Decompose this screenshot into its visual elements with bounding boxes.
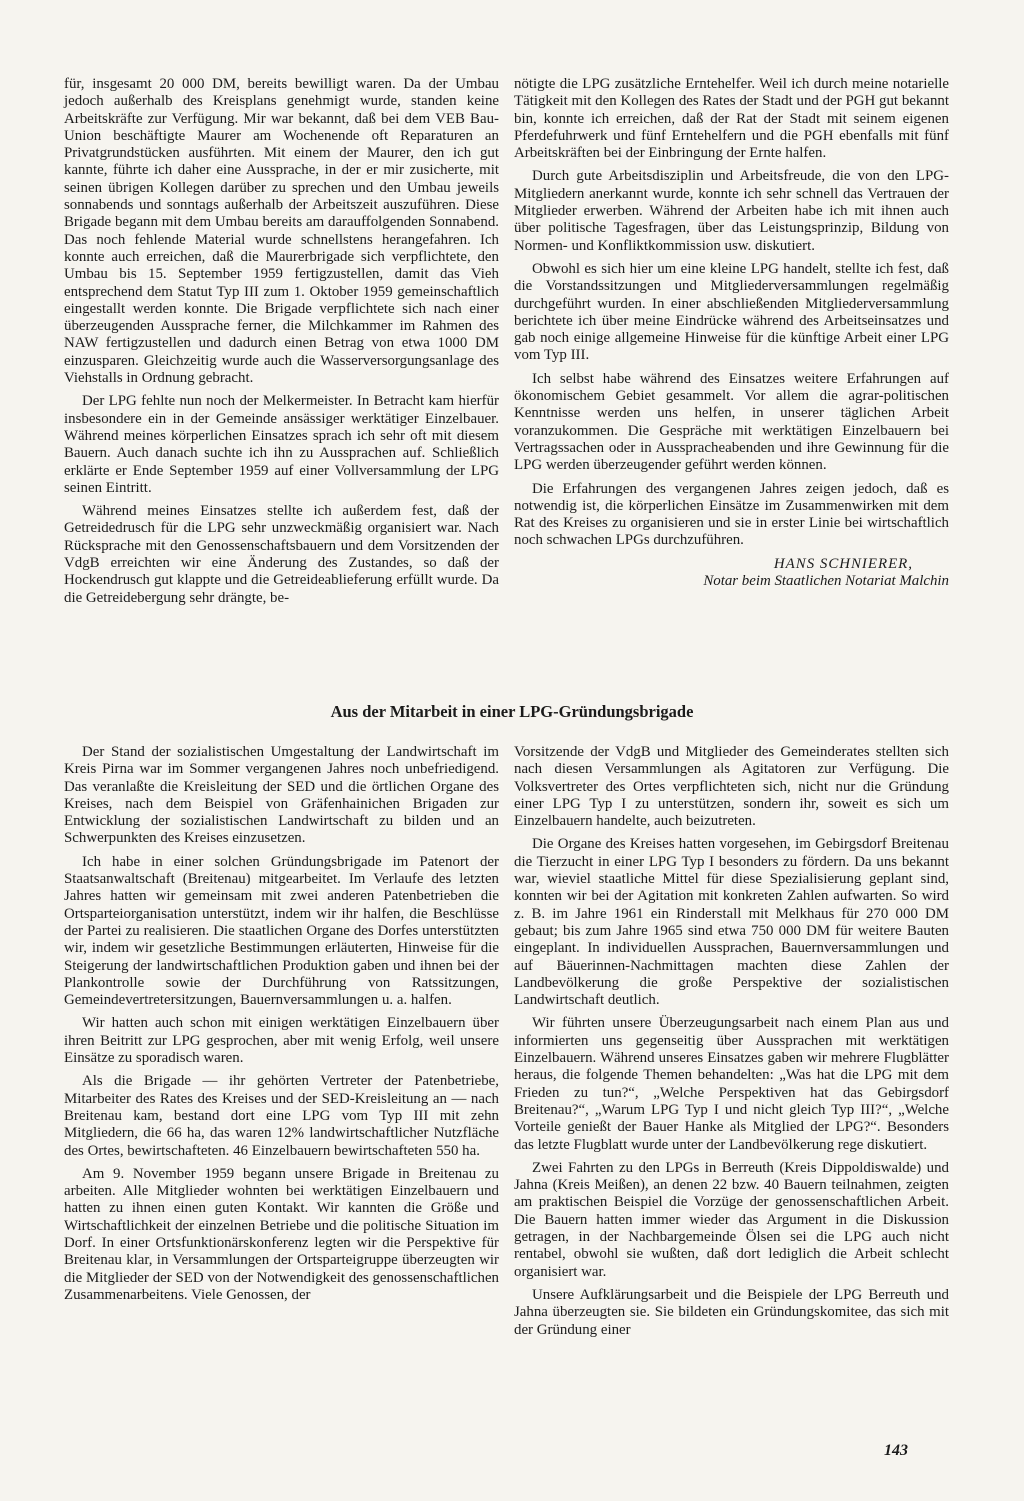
paragraph: Wir hatten auch schon mit einigen werktätigen Einzelbauern über ihren Beitritt zur LPG gesprochen, aber mit wenig Erfolg, weil unsere Einsätze zu sporadisch waren. bbox=[64, 1015, 499, 1067]
paragraph: Die Organe des Kreises hatten vorgesehen, im Gebirgsdorf Breitenau die Tierzucht in einer LPG Typ I besonders zu fördern. Da uns bekannt war, wieviel staatliche Mittel für diese Spezialisierung geplant sind, konnten wir bei der Agitation mit konkreten Zahlen aufwarten. So wird z. B. im Jahre 1961 ein Rinderstall mit Melkhaus für 270 000 DM gebaut; bis zum Jahre 1965 sind etwa 750 000 DM für weitere Bauten eingeplant. In individuellen Aussprachen, Bauernversammlungen und auf Bäuerinnen-Nachmittagen machten diese Zahlen der Landbevölkerung die große Perspektive der sozialistischen Landwirtschaft deutlich. bbox=[514, 836, 949, 1009]
article1-right-column bbox=[514, 76, 949, 590]
article2-headline: Aus der Mitarbeit in einer LPG-Gründungsbrigade bbox=[330, 702, 694, 721]
paragraph: Der LPG fehlte nun noch der Melkermeister. In Betracht kam hierfür insbesondere ein in der Gemeinde ansässiger werktätiger Einzelbauer. Während meines körperlichen Einsatzes sprach ich sehr oft mit diesem Bauern. Auch danach suchte ich ihn zu Aussprachen auf. Schließlich erklärte er Ende September 1959 auf einer Vollversammlung der LPG seinen Eintritt. bbox=[64, 393, 499, 496]
paragraph: Vorsitzende der VdgB und Mitglieder des Gemeinderates stellten sich nach diesen Versammlungen als Agitatoren zur Verfügung. Die Volksvertreter des Ortes verpflichteten sich, nicht nur die Gründung einer LPG Typ I zu unterstützen, sondern ihr, soweit es sich um Einzelbauern handelte, auch beizutreten. bbox=[514, 744, 949, 830]
paragraph: Ich selbst habe während des Einsatzes weitere Erfahrungen auf ökonomischem Gebiet gesammelt. Vor allem die agrar-politischen Kenntnisse werden uns helfen, in unserer täglichen Arbeit voranzukommen. Die Gespräche mit werktätigen Einzelbauern bei Vertragssachen oder in Ausspracheabenden und ihre Gewinnung für die LPG werden überzeugender geführt werden können. bbox=[514, 370, 949, 474]
signature-name: HANS SCHNIERER, bbox=[773, 555, 913, 572]
paragraph: Die Erfahrungen des vergangenen Jahres zeigen jedoch, daß es notwendig ist, die körperlichen Einsätze im Zusammenwirken mit dem Rat des Kreises zu organisieren und sie in erster Linie bei wirtschaftlich noch schwachen LPGs durchzuführen. bbox=[514, 480, 949, 549]
paragraph: Obwohl es sich hier um eine kleine LPG handelt, stellte ich fest, daß die Vorstandssitzungen und Mitgliederversammlungen regelmäßig durchgeführt wurden. In einer abschließenden Mitgliederversammlung berichtete ich über meine Eindrücke während des Arbeitseinsatzes und gab noch einige allgemeine Hinweise für die künftige Arbeit einer LPG vom Typ III. bbox=[514, 260, 949, 364]
paragraph: Ich habe in einer solchen Gründungsbrigade im Patenort der Staatsanwaltschaft (Breitenau) mitgearbeitet. Im Verlaufe des letzten Jahres hatten wir gemeinsam mit zwei anderen Patenbetrieben die Ortsparteiorganisation unterstützt, indem wir ihr halfen, die Beschlüsse der Partei zu realisieren. Die staatlichen Organe des Dorfes unterstützten wir, indem wir gesetzliche Bestimmungen erläuterten, Hinweise für die Steigerung der landwirtschaftlichen Produktion gaben und ihnen bei der Plankontrolle sowie der Durchführung von Ratssitzungen, Gemeindevertretersitzungen, Bauernversammlungen u. a. halfen. bbox=[64, 853, 499, 1009]
paragraph: Am 9. November 1959 begann unsere Brigade in Breitenau zu arbeiten. Alle Mitglieder wohnten bei werktätigen Einzelbauern und hatten zu ihnen einen guten Kontakt. Wir kannten die Größe und Wirtschaftlichkeit der einzelnen Betriebe und die politische Situation im Dorf. In einer Ortsfunktionärskonferenz legten wir die Perspektive für Breitenau klar, in Versammlungen der Ortsparteigruppe überzeugten wir die Mitglieder der SED von der Notwendigkeit des genossenschaftlichen Zusammenarbeitens. Viele Genossen, der bbox=[64, 1165, 499, 1303]
paragraph: nötigte die LPG zusätzliche Erntehelfer. Weil ich durch meine notarielle Tätigkeit mit den Kollegen des Rates der Stadt und der PGH gut bekannt bin, konnte ich erreichen, daß der Rat der Stadt mit seinem eigenen Pferdefuhrwerk und fünf Erntehelfern und die PGH ebenfalls mit fünf Arbeitskräften bei der Einbringung der Ernte halfen. bbox=[514, 76, 949, 162]
paragraph: Der Stand der sozialistischen Umgestaltung der Landwirtschaft im Kreis Pirna war im Sommer vergangenen Jahres noch unbefriedigend. Das veranlaßte die Kreisleitung der SED und die örtlichen Organe des Kreises, nach dem Beispiel von Gräfenhainichen Brigaden zur Entwicklung der sozialistischen Landwirtschaft zu bilden und an Schwerpunkten des Kreises einzusetzen. bbox=[64, 744, 499, 847]
paragraph: Wir führten unsere Überzeugungsarbeit nach einem Plan aus und informierten uns gegenseitig über Aussprachen mit werktätigen Einzelbauern. Während unseres Einsatzes gaben wir mehrere Flugblätter heraus, die folgende Themen behandelten: „Was hat die LPG mit dem Frieden zu tun?“, „Welche Perspektiven hat das Gebirgsdorf Breitenau?“, „Warum LPG Typ I und nicht gleich Typ III?“, „Welche Vorteile genießt der Bauer Hanke als Mitglied der LPG?“. Besonders das letzte Flugblatt wurde unter der Landbevölkerung rege diskutiert. bbox=[514, 1015, 949, 1153]
paragraph: für, insgesamt 20 000 DM, bereits bewilligt waren. Da der Umbau jedoch außerhalb des Kreisplans genehmigt wurde, standen keine Arbeitskräfte zur Verfügung. Mir war bekannt, daß bei dem VEB Bau-Union beschäftigte Maurer am Wochenende oft Reparaturen an Privatgrundstücken ausführten. Mit einem der Maurer, den ich gut kannte, führte ich daher eine Aussprache, in der er mir zusicherte, mit seinen übrigen Kollegen darüber zu sprechen und den Umbau jeweils sonnabends und sonntags außerhalb der Arbeitszeit auszuführen. Diese Brigade begann mit dem Umbau bereits am darauffolgenden Sonnabend. Das noch fehlende Material wurde schnellstens herangefahren. Ich konnte auch erreichen, daß die Maurerbrigade sich verpflichtete, den Umbau bis 15. September 1959 fertigzustellen, damit das Vieh entsprechend dem Statut Typ III zum 1. Oktober 1959 gemeinschaftlich eingestallt werden konnte. Die Brigade verpflichtete sich nach einer überzeugenden Aussprache ferner, die Milchkammer im Rahmen des NAW fertigzustellen und dadurch einen Betrag von etwa 1000 DM einzusparen. Gleichzeitig wurde auch die Wasserversorgungsanlage des Viehstalls in Ordnung gebracht. bbox=[64, 76, 499, 387]
paragraph: Unsere Aufklärungsarbeit und die Beispiele der LPG Berreuth und Jahna überzeugten sie. Sie bildeten ein Gründungskomitee, das sich mit der Gründung einer bbox=[514, 1286, 949, 1338]
article2-left-column bbox=[64, 744, 499, 1310]
page-number: 143 bbox=[884, 1442, 908, 1459]
article2-right-column bbox=[514, 744, 949, 1345]
paragraph: Als die Brigade — ihr gehörten Vertreter der Patenbetriebe, Mitarbeiter des Rates des Kreises und der SED-Kreisleitung an — nach Breitenau kam, bestand dort eine LPG vom Typ III mit zehn Mitgliedern, die 66 ha, das waren 12% landwirtschaftlicher Nutzfläche des Ortes, bewirtschafteten. 46 Einzelbauern bewirtschafteten 550 ha. bbox=[64, 1073, 499, 1159]
paragraph: Während meines Einsatzes stellte ich außerdem fest, daß der Getreidedrusch für die LPG sehr unzweckmäßig organisiert war. Nach Rücksprache mit den Genossenschaftsbauern und dem Vorsitzenden der VdgB erreichten wir eine Änderung des Zustandes, so daß der Hockendrusch gut klappte und die Getreideablieferung erfüllt wurde. Da die Getreidebergung sehr drängte, be- bbox=[64, 503, 499, 606]
paragraph: Durch gute Arbeitsdisziplin und Arbeitsfreude, die von den LPG-Mitgliedern anerkannt wurde, konnte ich sehr schnell das Vertrauen der Mitglieder erwerben. Während der Arbeiten habe ich mit ihnen auch über politische Tagesfragen, über das Leistungsprinzip, Bildung von Normen- und Konfliktkommission usw. diskutiert. bbox=[514, 168, 949, 254]
article1-left-column bbox=[64, 76, 499, 613]
signature-title: Notar beim Staatlichen Notariat Malchin bbox=[703, 573, 949, 590]
paragraph: Zwei Fahrten zu den LPGs in Berreuth (Kreis Dippoldiswalde) und Jahna (Kreis Meißen), an denen 22 bzw. 40 Bauern teilnahmen, zeigten am praktischen Beispiel die Vorzüge der genossenschaftlichen Arbeit. Die Bauern hatten immer wieder das Argument in die Diskussion getragen, in der Nachbargemeinde Ölsen sei die LPG auch nicht rentabel, obwohl sie wußten, daß dort lediglich die Arbeit schlecht organisiert war. bbox=[514, 1159, 949, 1280]
